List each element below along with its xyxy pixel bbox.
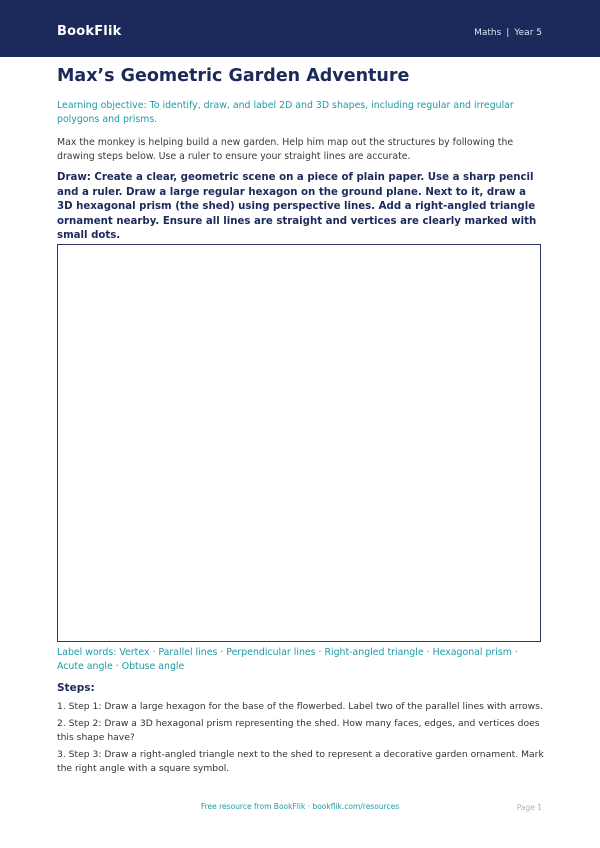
learning-objective: Learning objective: To identify, draw, and label 2D and 3D shapes, including regular and irregular polygons and prisms. — [57, 100, 514, 125]
subject-year — [474, 28, 542, 38]
footer-link[interactable]: Free resource from BookFlik · bookflik.com/resources — [200, 802, 400, 811]
drawing-area[interactable] — [57, 244, 541, 642]
step-item: 1. Step 1: Draw a large hexagon for the base of the flowerbed. Label two of the parallel lines with arrows. — [57, 701, 543, 712]
step-item: 3. Step 3: Draw a right-angled triangle next to the shed to represent a decorative garden ornament. Mark the right angle with a square symbol. — [57, 749, 544, 774]
drawing-task: Draw: Create a clear, geometric scene on a piece of plain paper. Use a sharp pencil and a ruler. Draw a large regular hexagon on the ground plane. Next to it, draw a 3D hexagonal prism (the shed) using perspective lines. Add a right-angled triangle ornament nearby. Ensure all lines are straight and vertices are clearly marked with small dots. — [57, 172, 537, 241]
subject-label: Maths — [474, 28, 502, 38]
brand-logo: BookFlik — [57, 24, 122, 39]
step-item: 2. Step 2: Draw a 3D hexagonal prism representing the shed. How many faces, edges, and vertices does this shape have? — [57, 718, 540, 743]
header-bar — [0, 0, 600, 57]
year-label: Year 5 — [514, 28, 542, 38]
meta-separator: | — [506, 28, 510, 38]
page-number: Page 1 — [516, 803, 542, 812]
page-title: Max’s Geometric Garden Adventure — [57, 66, 410, 86]
intro-text: Max the monkey is helping build a new garden. Help him map out the structures by following the drawing steps below. Use a ruler to ensure your straight lines are accurate. — [57, 137, 514, 162]
steps-heading: Steps: — [57, 682, 95, 694]
label-words: Label words: Vertex · Parallel lines · Perpendicular lines · Right-angled triangle · Hexagonal prism · Acute angle · Obtuse angle — [57, 647, 518, 672]
